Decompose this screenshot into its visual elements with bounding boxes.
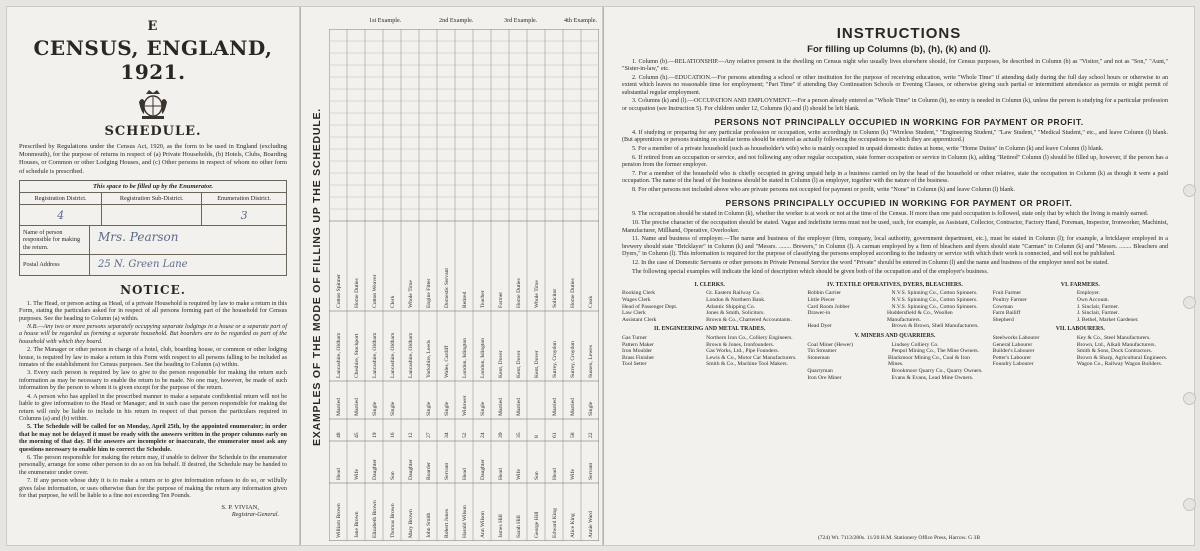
- example-occupation: Potter's Labourer: [992, 354, 1032, 361]
- example-employer: Blackmoor Mining Co., Coal & Iron Mines.: [888, 354, 970, 368]
- example-age-cell: 16: [390, 432, 396, 438]
- example-place-cell: Kent, Dover: [498, 350, 504, 378]
- example-cond-cell: Single: [588, 401, 594, 416]
- enumerator-box: [19, 180, 287, 276]
- example-occupation: Head of Passenger Dept.: [622, 303, 678, 310]
- example-rel-cell: Wife: [570, 469, 576, 480]
- example-occ-cell: Farmer: [498, 291, 504, 308]
- notice-paragraph: 4. A person who has applied in the prescribed manner to make a separate confidential return will not be liable to give information to the Head or Manager; and in such case the person responsible for making the return will only be liable to include in his return in respect of that person the particulars required in Columns (a) and (b) within.: [19, 392, 287, 422]
- example-employer: Lindsey Colliery Co.: [891, 341, 939, 348]
- example-name-cell: Harold Wilson: [462, 505, 468, 538]
- example-age-cell: 39: [498, 432, 504, 438]
- notice-paragraph: 6. The person responsible for making the return may, if unable to deliver the Schedule to the enumerator personally, arrange for some other person to do so on his behalf. If desired, the Schedule may be handed to the enumerator under cover.: [19, 453, 287, 476]
- example-occ-cell: Whole Time: [408, 280, 414, 308]
- example-occupation: Little Piecer: [807, 297, 835, 304]
- postal-address-label: Postal Address: [20, 255, 90, 275]
- example-cond-cell: Married: [354, 397, 360, 416]
- example-occupation: Law Clerk: [622, 310, 646, 317]
- example-age-cell: 35: [516, 432, 522, 438]
- instructions-page: [603, 6, 1195, 546]
- example-employer: Brookmoor Quarry Co., Quarry Owners.: [891, 367, 983, 374]
- example-row: [807, 342, 982, 349]
- instruction-paragraph: The following special examples will indicate the kind of description which should be given both of the occupation and of the employer's business.: [632, 268, 989, 275]
- example-name-cell: James Hill: [498, 514, 504, 538]
- example-row: [807, 355, 982, 368]
- example-row: [807, 290, 982, 297]
- example-row: [622, 297, 797, 304]
- example-rel-cell: Head: [552, 468, 558, 480]
- occupation-examples: [604, 279, 1194, 381]
- example-rel-cell: Head: [498, 468, 504, 480]
- example-category: I. CLERKS.: [694, 281, 725, 288]
- example-employer: J. Bethel, Market Gardener.: [1076, 316, 1139, 323]
- example-name-cell: Ann Wilson: [480, 511, 486, 538]
- example-rel-cell: Head: [336, 468, 342, 480]
- example-name-cell: Alice King: [570, 513, 576, 538]
- example-row: [993, 297, 1168, 304]
- examples-column: [807, 279, 982, 381]
- example-row: [807, 368, 982, 375]
- example-age-cell: 27: [426, 432, 432, 438]
- instruction-paragraph: 8. For other persons not included above who are private persons not occupied for payment or profit, write "None" in Column (k) and leave Column (l) blank.: [632, 187, 1015, 194]
- example-cond-cell: Single: [444, 401, 450, 416]
- example-row: [993, 310, 1168, 317]
- example-occupation: Coal Miner (Hewer): [807, 341, 853, 348]
- example-name-cell: Jane Brown: [354, 511, 360, 538]
- example-occupation: Stoneman: [807, 354, 830, 361]
- example-employer: Employer.: [1076, 290, 1100, 297]
- postal-address-row: [20, 254, 286, 275]
- instruction-paragraph: 11. Name and business of employer.—The name and business of the employer (firm, company, local authority, government department, etc.), must be stated in Column (l); for example, a bricklayer employed in a brewery should state "Bricklayer" in Column (k) and "Messrs. ........ Brewers," in Column (l). A carman employed by a firm of bleachers and dyers should state "Carman" in Column (k) and "Messrs. ........ Bleachers and Dyers," in Column (l). This information is required for the purpose of classifying the persons employed according to the industry or service with which their work is connected, and will not be published.: [622, 236, 1168, 257]
- example-rel-cell: Servant: [588, 462, 594, 480]
- instruction-paragraph: 12. In the case of Domestic Servants or other persons in Private Personal Service the word "Private" should be entered in Column (l) and the name and business of the employer need not be stated.: [632, 259, 1109, 266]
- notice-paragraph: 7. If any person whose duty it is to make a return or to give information refuses to do so, or wilfully gives false information, or uses otherwise than for the purpose of making the return any information given for that purpose, he will be liable to a fine not exceeding Ten Pounds.: [19, 477, 287, 499]
- example-employer: Brown & Sharp, Agricultural Engineers.: [1076, 354, 1168, 361]
- responsible-person-row: [20, 225, 286, 255]
- example-cond-cell: Married: [498, 397, 504, 416]
- example-rel-cell: Daughter: [372, 459, 378, 480]
- example-occupation: Quarryman: [807, 367, 833, 374]
- example-employer: Jones & Smith, Solicitors.: [706, 310, 765, 317]
- example-name-cell: George Hill: [534, 511, 540, 538]
- section-heading-not-occupied: PERSONS NOT PRINCIPALLY OCCUPIED IN WORKING FOR PAYMENT OR PROFIT.: [714, 117, 1084, 128]
- example-row: [807, 310, 982, 323]
- postal-address-value: 25 N. Green Lane: [98, 259, 188, 271]
- example-age-cell: 45: [354, 432, 360, 438]
- example-employer: N.V.S. Spinning Co., Cotton Spinners.: [891, 297, 978, 304]
- example-occ-cell: Domestic Servant: [444, 268, 450, 308]
- example-occupation: Head Dyer: [807, 323, 832, 330]
- notice-paragraph: N.B.—Any two or more persons separately occupying separate lodgings in a house or a separate part of a house will be regarded as forming a separate household. But boarders are to be regarded as part of the household with which they board.: [19, 323, 287, 345]
- example-category: II. ENGINEERING AND METAL TRADES.: [654, 326, 766, 333]
- example-name-cell: Annie Ward: [588, 511, 594, 538]
- example-employer: Own Account.: [1076, 297, 1110, 304]
- example-employer: Brown & Brown, Shell Manufacturers.: [891, 323, 979, 330]
- example-headings: [329, 15, 599, 29]
- example-occ-cell: Cook: [588, 295, 594, 308]
- registration-subdistrict-label: Registration Sub-District.: [102, 193, 202, 205]
- example-name-cell: Robert Jones: [444, 508, 450, 538]
- example-row: [993, 361, 1168, 368]
- examples-page: [300, 6, 603, 546]
- registration-subdistrict-value: [102, 205, 202, 225]
- example-name-cell: Mary Brown: [408, 509, 414, 538]
- example-cond-cell: Single: [372, 401, 378, 416]
- example-place-cell: Lancashire, Oldham: [408, 332, 414, 378]
- example-name-cell: Edward King: [552, 508, 558, 538]
- example-place-cell: Wales, Cardiff: [444, 345, 450, 378]
- example-occupation: Iron Moulder: [622, 348, 652, 355]
- instruction-paragraph: 9. The occupation should be stated in Column (k), whether the worker is at work or not at the time of the Census. If more than one paid occupation is followed, state only that by which the living is mainly earned.: [632, 211, 1149, 218]
- example-age-cell: 24: [480, 432, 486, 438]
- example-occ-cell: Solicitor: [552, 288, 558, 308]
- examples-title-text: EXAMPLES OF THE MODE OF FILLING UP THE SCHEDULE.: [311, 107, 323, 447]
- example-employer: Gt. Eastern Railway Co.: [706, 290, 761, 297]
- example-rel-cell: Head: [462, 468, 468, 480]
- example-rel-cell: Daughter: [408, 459, 414, 480]
- example-row: [622, 361, 797, 368]
- example-age-cell: 34: [444, 432, 450, 438]
- example-employer: N.V.S. Spinning Co., Cotton Spinners.: [891, 303, 978, 310]
- example-place-cell: Lancashire, Oldham: [390, 332, 396, 378]
- example-occupation: Cowman: [992, 303, 1013, 310]
- example-employer: N.V.S. Spinning Co., Cotton Spinners.: [891, 290, 978, 297]
- example-heading: 4th Example.: [564, 17, 597, 24]
- example-cond-cell: Single: [480, 401, 486, 416]
- example-employer: Smith & Sons, Dock Contractors.: [1076, 348, 1153, 355]
- example-occupation: General Labourer: [992, 341, 1033, 348]
- example-name-cell: William Brown: [336, 503, 342, 538]
- example-employer: Atlantic Shipping Co.: [706, 303, 756, 310]
- example-place-cell: Yorkshire, Leeds: [426, 340, 432, 378]
- examples-column: [993, 279, 1168, 381]
- examples-grid: [329, 15, 599, 541]
- example-age-cell: 22: [588, 432, 594, 438]
- registration-district-value: 4: [20, 205, 102, 225]
- binder-hole-icon: [1183, 296, 1196, 309]
- example-age-cell: 52: [462, 432, 468, 438]
- section-heading-occupied: PERSONS PRINCIPALLY OCCUPIED IN WORKING FOR PAYMENT OR PROFIT.: [725, 198, 1073, 209]
- example-occupation: Booking Clerk: [622, 290, 656, 297]
- printer-footer: (724) Wt. 7113/280s. 11/20 H.M. Stationery Office Press, Harrow. G 3B: [817, 535, 981, 541]
- example-occupation: Farm Bailiff: [992, 310, 1021, 317]
- example-place-cell: Lancashire, Oldham: [336, 332, 342, 378]
- registrar-title: Registrar-General.: [231, 511, 279, 519]
- example-cond-cell: Married: [570, 397, 576, 416]
- binder-hole-icon: [1183, 392, 1196, 405]
- example-row: [807, 375, 982, 382]
- example-age-cell: 8: [534, 435, 540, 438]
- example-place-cell: Kent, Dover: [516, 350, 522, 378]
- example-name-cell: Thomas Brown: [390, 503, 396, 538]
- example-row: [993, 348, 1168, 355]
- example-occ-cell: Cotton Spinner: [336, 273, 342, 308]
- example-row: [622, 290, 797, 297]
- example-occupation: Tool Setter: [622, 361, 647, 368]
- example-employer: Huddersfield & Co., Woollen Manufacturers.: [886, 310, 953, 323]
- example-occ-cell: Home Duties: [570, 278, 576, 308]
- example-occ-cell: Whole Time: [534, 280, 540, 308]
- example-category: VI. FARMERS.: [1060, 281, 1100, 288]
- example-employer: Smith & Co., Machine Tool Makers.: [706, 361, 789, 368]
- example-row: [807, 348, 982, 355]
- notice-paragraph: 2. The Manager or other person in charge of a hotel, club, boarding house, or common or other lodging house, is required by law to make a return in this Form with respect to all persons falling to be included as inmates of the establishment for Census purposes. See the heading to Column (a) within.: [19, 346, 287, 369]
- example-employer: London & Northern Bank.: [706, 297, 766, 304]
- census-title: CENSUS, ENGLAND, 1921.: [33, 36, 273, 84]
- example-age-cell: 58: [570, 432, 576, 438]
- notice-paragraph: 1. The Head, or person acting as Head, of a private Household is required by law to make a return in this Form, stating the particulars asked for in respect of all persons forming part of the household for Census purposes. See the heading to Column (a) within.: [19, 299, 287, 322]
- responsible-person-value: Mrs. Pearson: [98, 229, 179, 244]
- instruction-paragraph: 3. Columns (k) and (l).—OCCUPATION AND EMPLOYMENT.—For a person already entered as "Whole Time" in Column (h), no entry is needed in Column (k), unless the person is studying for a particular profession or occupation (see Instruction 5). For children under 12, Columns (k) and (l) should be left blank.: [622, 98, 1168, 112]
- instruction-paragraph: 10. The precise character of the occupation should be stated. Vague and indefinite terms must not be used, such, for example, as Assistant, Collector, Contractor, Factory Hand, Foreman, Inspector, Ironworker, Machinist, Manufacturer, Millhand, Operative, Overlooker.: [622, 220, 1168, 234]
- example-row: [622, 355, 797, 362]
- enumeration-district-label: Enumeration District.: [202, 193, 286, 205]
- example-row: [807, 297, 982, 304]
- example-rel-cell: Son: [534, 471, 540, 480]
- example-employer: Northern Iron Co., Colliery Engineers.: [706, 334, 793, 341]
- example-employer: Key & Co., Steel Manufacturers.: [1076, 334, 1151, 341]
- instruction-paragraph: 6. If retired from an occupation or service, and not following any other regular occupation, state former occupation or service in Column (k), adding "Retired" Column (l) should be filled up, however, if the person has a pension from the former employer.: [622, 154, 1168, 169]
- example-occ-cell: Cotton Weaver: [372, 274, 378, 308]
- example-employer: Evans & Evans, Lead Mine Owners.: [891, 374, 974, 381]
- example-employer: Brown & Co., Chartered Accountants.: [706, 316, 792, 323]
- example-row: [622, 310, 797, 317]
- instruction-paragraph: 4. If studying or preparing for any particular profession or occupation, write accordingly in Column (k) "Wireless Student," "Engineering Student," "Law Student," "Medical Student," etc., and leave Column (l) blank. (But apprentices or persons training on similar terms should be entered as actually following the occupations to which they are apprenticed.): [622, 130, 1168, 144]
- example-employer: Wagon Co., Railway Wagon Builders.: [1076, 361, 1163, 368]
- example-place-cell: London, Islington: [480, 337, 486, 378]
- example-occ-cell: Retired: [462, 291, 468, 308]
- example-row: [993, 342, 1168, 349]
- instructions-title: INSTRUCTIONS: [836, 25, 962, 42]
- notice-paragraph: 5. The Schedule will be called for on Monday, April 25th, by the appointed enumerator; in order that he may not be delayed it must be ready with the answers written in the proper columns early on the morning of that day. If the answers are incomplete or inaccurate, the enumerator must ask any questions necessary to enable him to correct the Schedule.: [19, 423, 287, 453]
- instruction-paragraph: 2. Column (h).—EDUCATION.—For persons attending a school or other institution for the purpose of receiving education, write "Whole Time" if attending daily during the full day school hours or otherwise to an extent which leaves no reasonable time for employment; "Part Time" if attending Day Continuation Schools or Evening Classes, or otherwise giving such partial or intermittent attendance as permits or might permit of substantial regular employment.: [622, 75, 1168, 96]
- example-occupation: Shepherd: [992, 316, 1014, 323]
- example-cond-cell: Widower: [462, 395, 468, 416]
- example-row: [622, 348, 797, 355]
- example-row: [622, 317, 797, 324]
- binder-hole-icon: [1183, 498, 1196, 511]
- example-cond-cell: Married: [552, 397, 558, 416]
- example-heading: 1st Example.: [369, 17, 402, 24]
- example-rel-cell: Wife: [354, 469, 360, 480]
- royal-crest-icon: [136, 88, 170, 120]
- example-row: [622, 342, 797, 349]
- binder-hole-icon: [1183, 184, 1196, 197]
- example-place-cell: Lancashire, Oldham: [372, 332, 378, 378]
- example-category: V. MINERS AND QUARRIERS.: [854, 332, 936, 339]
- example-employer: Brown & Jones, Ironfounders.: [706, 341, 775, 348]
- responsible-person-label: Name of person responsible for making the return.: [20, 226, 90, 255]
- example-row: [807, 323, 982, 330]
- example-occupation: Wages Clerk: [622, 297, 651, 304]
- example-row: [622, 304, 797, 311]
- schedule-cover-page: [6, 6, 300, 546]
- example-row: [993, 317, 1168, 324]
- example-age-cell: 19: [372, 432, 378, 438]
- example-cond-cell: Married: [516, 397, 522, 416]
- example-occupation: Assistant Clerk: [622, 316, 657, 323]
- example-employer: Gas Works, Ltd., Pipe Founders.: [706, 348, 779, 355]
- example-row: [993, 355, 1168, 362]
- enumerator-table: [20, 193, 286, 225]
- example-name-cell: Elizabeth Brown: [372, 500, 378, 538]
- example-place-cell: Surrey, Croydon: [552, 341, 558, 378]
- example-occ-cell: Home Duties: [516, 278, 522, 308]
- example-occupation: Poultry Farmer: [992, 297, 1027, 304]
- notice-paragraph: 3. Every such person is required by law to give to the person responsible for making the return such information as may be necessary to enable the return to be made. No one may, however, be made of such information by the person to whom it is given except for the purpose of the return.: [19, 369, 287, 392]
- example-category: VII. LABOURERS.: [1055, 326, 1105, 333]
- example-rel-cell: Boarder: [426, 461, 432, 480]
- example-occ-cell: Teacher: [480, 290, 486, 308]
- example-employer: Brown, Ltd., Alkali Manufacturers.: [1076, 341, 1156, 348]
- example-cond-cell: Married: [336, 397, 342, 416]
- example-place-cell: Cheshire, Stockport: [354, 333, 360, 378]
- example-place-cell: London, Islington: [462, 337, 468, 378]
- example-rel-cell: Wife: [516, 469, 522, 480]
- example-occupation: Fruit Farmer: [992, 290, 1022, 297]
- example-name-cell: Sarah Hill: [516, 515, 522, 538]
- enumeration-district-value: 3: [240, 208, 248, 222]
- example-age-cell: 12: [408, 432, 414, 438]
- example-occ-cell: Engine Fitter: [426, 278, 432, 308]
- example-cond-cell: Single: [390, 401, 396, 416]
- example-row: [993, 335, 1168, 342]
- example-occupation: Tin Streamer: [807, 348, 837, 355]
- example-category: IV. TEXTILE OPERATIVES, DYERS, BLEACHERS.: [827, 281, 963, 288]
- schedule-heading: SCHEDULE.: [104, 124, 202, 139]
- example-rel-cell: Daughter: [480, 459, 486, 480]
- example-occupation: Foundry Labourer: [992, 361, 1034, 368]
- example-employer: J. Sinclair, Farmer.: [1076, 303, 1119, 310]
- example-occupation: Gas Turner: [622, 334, 648, 341]
- registration-district-label: Registration District.: [20, 193, 102, 205]
- instructions-subtitle: For filling up Columns (b), (h), (k) and (l).: [807, 44, 991, 55]
- example-cond-cell: Single: [426, 401, 432, 416]
- example-name-cell: John Smith: [426, 512, 432, 538]
- example-occupation: Bobbin Carrier: [807, 290, 842, 297]
- example-occupation: Builder's Labourer: [992, 348, 1035, 355]
- examples-vertical-title: [309, 27, 325, 527]
- example-heading: 2nd Example.: [439, 17, 474, 24]
- example-row: [993, 290, 1168, 297]
- example-occupation: Iron Ore Miner: [807, 374, 842, 381]
- notice-heading: NOTICE.: [120, 282, 186, 297]
- example-occ-cell: Home Duties: [354, 278, 360, 308]
- intro-text: Prescribed by Regulations under the Census Act, 1920, as the form to be used in England (excluding Monmouth), for the purpose of returns in respect of (a) Private Households, (b) Hotels, Clubs, Boarding Houses, or Common or other Lodging Houses, and (c) Other persons in respect of whom no other form of schedule is prescribed.: [19, 143, 287, 175]
- example-occupation: Steelworks Labourer: [992, 334, 1040, 341]
- example-place-cell: Kent, Dover: [534, 350, 540, 378]
- form-letter: E: [147, 19, 159, 34]
- instruction-paragraph: 1. Column (b).—RELATIONSHIP.—Any relative present in the dwelling on Census night who usually lives elsewhere should, for Census purposes, be described in Column (b) as "Visitor," and not as "Son," "Aunt," "Sister-in-law," etc.: [622, 59, 1168, 73]
- examples-frame: [329, 29, 599, 541]
- enumerator-box-heading: This space to be filled up by the Enumerator.: [20, 181, 286, 193]
- example-employer: Penpol Mining Co., The Mine Owners.: [891, 348, 980, 355]
- example-occupation: Brass Finisher: [622, 354, 655, 361]
- examples-column: [622, 279, 797, 381]
- example-occupation: Drawer-in: [807, 310, 831, 317]
- instruction-paragraph: 5. For a member of a private household (such as householder's wife) who is mainly occupied in unpaid domestic duties at home, write "Home Duties" in Column (k) and leave Column (l) blank.: [632, 146, 1104, 153]
- example-rel-cell: Servant: [444, 462, 450, 480]
- example-rel-cell: Son: [390, 471, 396, 480]
- example-occupation: Pattern Maker: [622, 341, 654, 348]
- example-employer: J. Sinclair, Farmer.: [1076, 310, 1119, 317]
- example-place-cell: Surrey, Croydon: [570, 341, 576, 378]
- example-place-cell: Sussex, Lewes: [588, 345, 594, 378]
- example-heading: 3rd Example.: [504, 17, 538, 24]
- example-row: [622, 335, 797, 342]
- examples-table-svg: [329, 29, 599, 541]
- example-occupation: Card Room Jobber: [807, 303, 850, 310]
- example-employer: Lewis & Co., Motor Car Manufacturers.: [706, 354, 797, 361]
- example-age-cell: 61: [552, 432, 558, 438]
- example-age-cell: 48: [336, 432, 342, 438]
- example-occ-cell: Clerk: [390, 295, 396, 308]
- instruction-paragraph: 7. For a member of the household who is chiefly occupied in giving unpaid help in a business carried on by the head of the household or other relative, state the occupation in Column (k) as though it were a paid occupation. The name of the head of the business should be stated in Column (l) as employer, together with the nature of the business.: [622, 171, 1168, 185]
- registrar-signature: S. P. VIVIAN,: [221, 504, 259, 512]
